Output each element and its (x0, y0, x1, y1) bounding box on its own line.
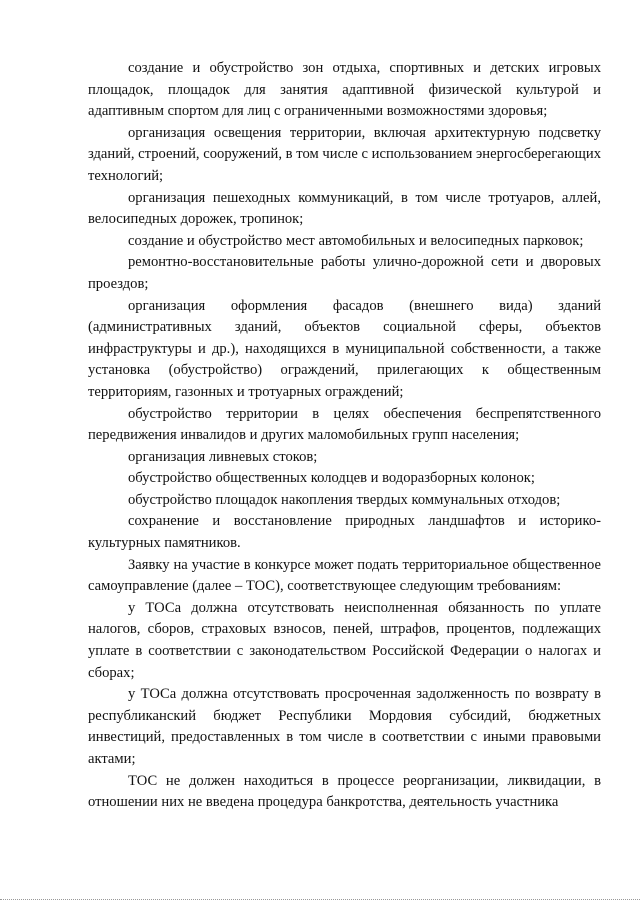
paragraph-waste-sites: обустройство площадок накопления твердых коммунальных отходов; (128, 491, 561, 508)
paragraph-pedestrian: организация пешеходных коммуникаций, в том числе тротуаров, аллей, велосипедных дорожек, тропинок; (88, 189, 601, 228)
paragraph-application: Заявку на участие в конкурсе может подать территориальное общественное самоуправление (далее – ТОС), соответствующее следующим требованиям: (88, 556, 601, 595)
paragraph-storm-drains: организация ливневых стоков; (128, 448, 318, 465)
document-page (88, 58, 601, 814)
page-bottom-divider (0, 899, 640, 900)
paragraph-lighting: организация освещения территории, включая архитектурную подсветку зданий, строений, сооружений, в том числе с использованием энергосберегающих технологий; (88, 124, 601, 184)
paragraph-road-repair: ремонтно-восстановительные работы улично-дорожной сети и дворовых проездов; (88, 254, 601, 292)
paragraph-reorganization: ТОС не должен находиться в процессе реорганизации, ликвидации, в отношении них не введена процедура банкротства, деятельность участника (88, 772, 601, 811)
paragraph-recreation-zones: создание и обустройство зон отдыха, спортивных и детских игровых площадок, площадок для занятия адаптивной физической культурой и адаптивным спортом для лиц с ограниченными возможностями здоровья; (88, 60, 601, 120)
paragraph-budget-debt: у ТОСа должна отсутствовать просроченная задолженность по возврату в республиканский бюджет Республики Мордовия субсидий, бюджетных инвестиций, предоставленных в том числе в соответствии с иными правовыми актами; (88, 686, 601, 767)
paragraph-wells: обустройство общественных колодцев и водоразборных колонок; (128, 470, 535, 487)
paragraph-accessibility: обустройство территории в целях обеспечения беспрепятственного передвижения инвалидов и других маломобильных групп населения; (88, 405, 601, 444)
paragraph-tax-obligations: у ТОСа должна отсутствовать неисполненная обязанность по уплате налогов, сборов, страховых взносов, пеней, штрафов, процентов, подлежащих уплате в соответствии с законодательством Российской Федерации о налогах и сборах; (88, 599, 601, 681)
paragraph-parking: создание и обустройство мест автомобильных и велосипедных парковок; (128, 232, 584, 249)
paragraph-facades: организация оформления фасадов (внешнего вида) зданий (административных зданий, объектов социальной сферы, объектов инфраструктуры и др.), находящихся в муниципальной собственности, а также установка (обустройство) ограждений, прилегающих к общественным территориям, газонных и тротуарных ограждений; (88, 297, 601, 400)
paragraph-landscapes: сохранение и восстановление природных ландшафтов и историко-культурных памятников. (88, 513, 601, 552)
